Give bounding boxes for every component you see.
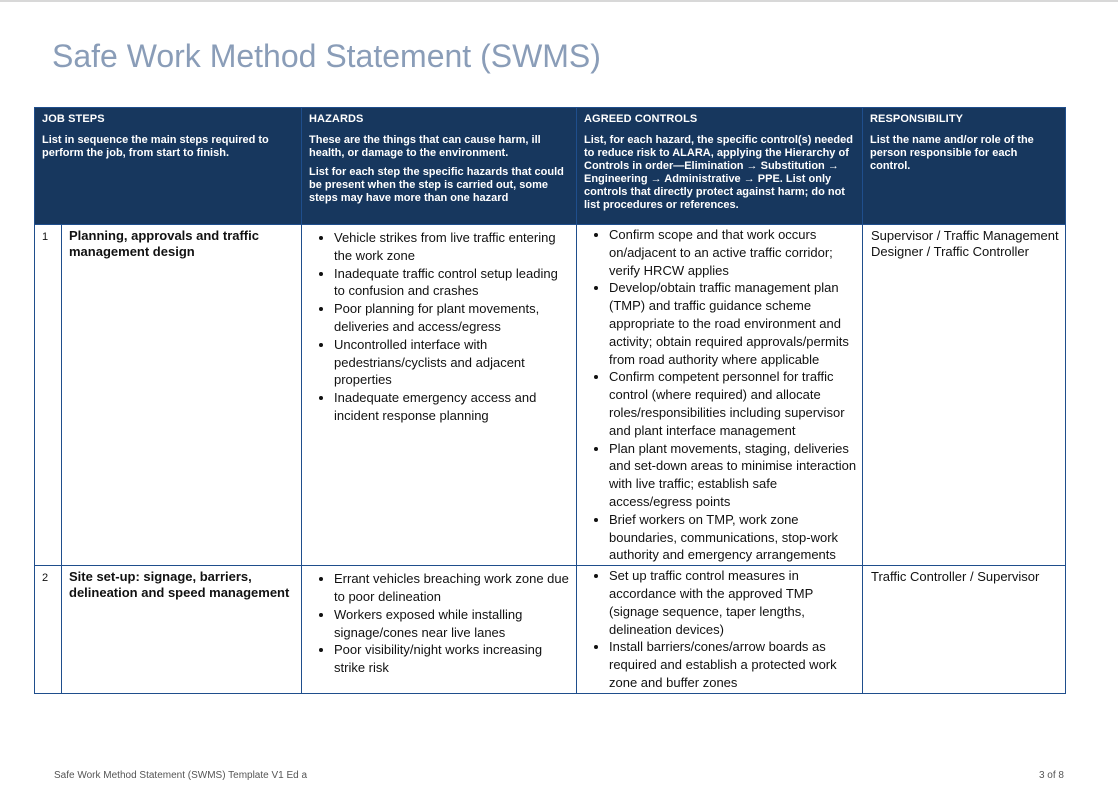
hazard-list [303,226,575,425]
controls-cell [577,225,863,566]
hazard-item: • Vehicle strikes from live traffic entering the work zone [334,229,571,265]
hazard-item: • Errant vehicles breaching work zone due to poor delineation [334,570,571,606]
control-item: • Brief workers on TMP, work zone boundaries, communications, stop-work authority and emergency arrangements [609,511,857,564]
header-description: List, for each hazard, the specific control(s) needed to reduce risk to ALARA, applying the Hierarchy of Controls in order—Elimination → Substitution → Engineering → Administrative → PPE. List only controls that directly protect against harm; do not list procedures or references. [584,134,853,211]
control-item: • Develop/obtain traffic management plan (TMP) and traffic guidance scheme appropriate to the road environment and activity; obtain required approvals/permits from road authority where applicable [609,279,857,368]
step-number: 2 [35,566,62,694]
hazards-cell [302,566,577,694]
responsibility-cell: Supervisor / Traffic Management Designer / Traffic Controller [863,225,1066,566]
header-row [35,108,1066,225]
control-list [578,226,861,564]
job-step: Planning, approvals and traffic management design [62,225,302,566]
header-title: JOB STEPS [42,113,105,125]
header-title: RESPONSIBILITY [870,113,964,125]
header-job-steps [35,108,302,225]
responsibility-cell: Traffic Controller / Supervisor [863,566,1066,694]
hazard-item: • Uncontrolled interface with pedestrians/cyclists and adjacent properties [334,336,571,389]
header-description: These are the things that can cause harm, ill health, or damage to the environment. [309,134,541,159]
hazard-item: • Inadequate traffic control setup leading to confusion and crashes [334,265,571,301]
header-hazards [302,108,577,225]
hazard-item: • Poor visibility/night works increasing strike risk [334,641,571,677]
header-description: List in sequence the main steps required to perform the job, from start to finish. [42,134,269,159]
control-item: • Install barriers/cones/arrow boards as required and establish a protected work zone and buffer zones [609,638,857,691]
header-title: HAZARDS [309,113,364,125]
table-row [35,225,1066,566]
page-title: Safe Work Method Statement (SWMS) [52,38,601,74]
header-description: List for each step the specific hazards that could be present when the step is carried out, some steps may have more than one hazard [309,166,564,204]
hazard-item: • Inadequate emergency access and incident response planning [334,389,571,425]
control-item: • Confirm scope and that work occurs on/adjacent to an active traffic corridor; verify HRCW applies [609,226,857,279]
hazard-item: • Poor planning for plant movements, deliveries and access/egress [334,300,571,336]
header-responsibility [863,108,1066,225]
table-row [35,566,1066,694]
header-description: List the name and/or role of the person responsible for each control. [870,134,1034,172]
control-item: • Confirm competent personnel for traffic control (where required) and allocate roles/responsibilities including supervisor and plant interface management [609,368,857,439]
footer-document-name: Safe Work Method Statement (SWMS) Template V1 Ed a [54,770,308,781]
step-number: 1 [35,225,62,566]
hazard-item: • Workers exposed while installing signage/cones near live lanes [334,606,571,642]
control-item: • Set up traffic control measures in accordance with the approved TMP (signage sequence, taper lengths, delineation devices) [609,567,857,638]
hazards-cell [302,225,577,566]
swms-table [34,107,1066,694]
header-agreed-controls [577,108,863,225]
control-item: • Plan plant movements, staging, deliveries and set-down areas to minimise interaction with live traffic; establish safe access/egress points [609,440,857,511]
header-title: AGREED CONTROLS [584,113,698,125]
hazard-list [303,567,575,677]
control-list [578,567,861,692]
controls-cell [577,566,863,694]
job-step: Site set-up: signage, barriers, delineation and speed management [62,566,302,694]
footer-page-number: 3 of 8 [1038,770,1064,781]
